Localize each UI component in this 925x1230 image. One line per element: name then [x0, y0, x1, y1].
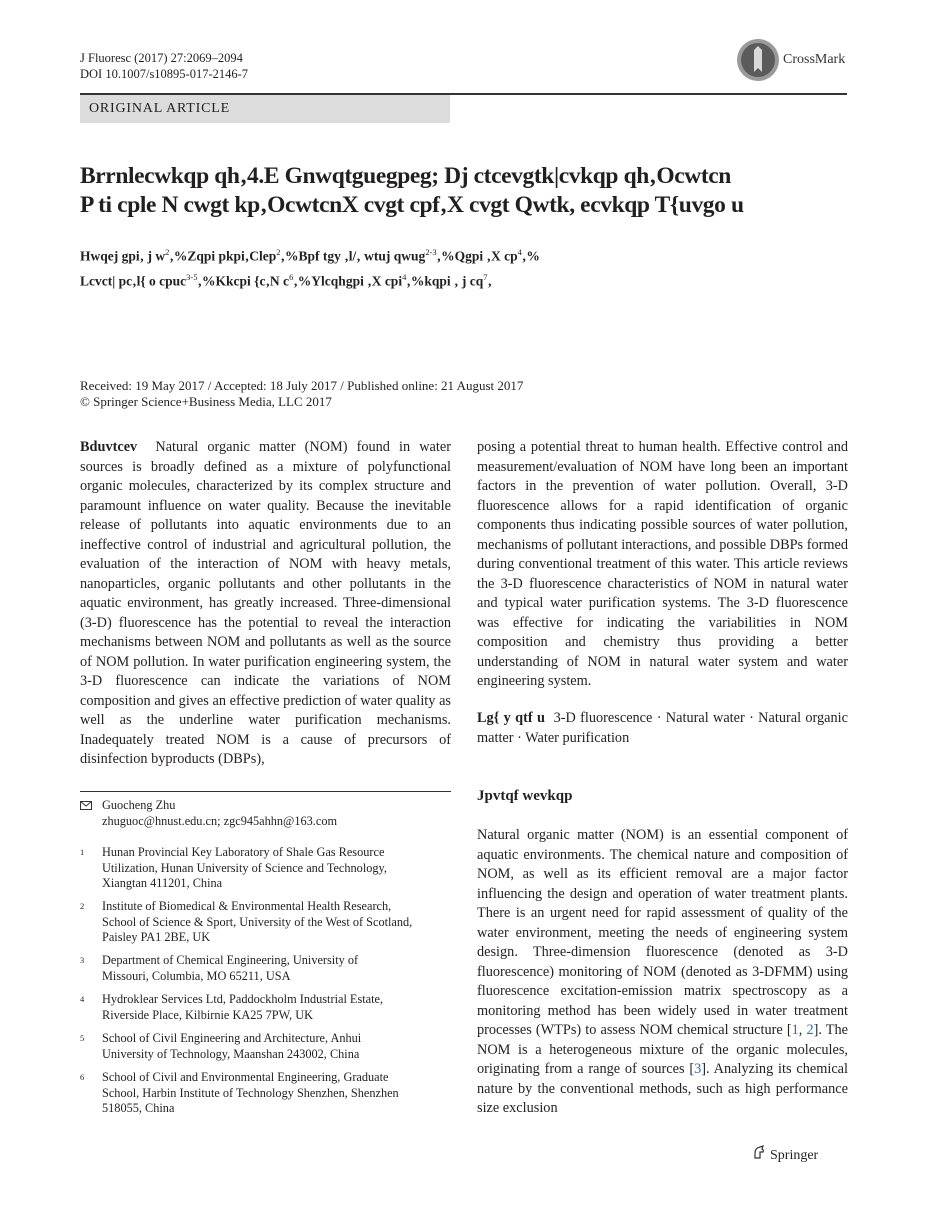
- publication-dates: [80, 378, 847, 410]
- affiliation-marker: 3-5: [186, 271, 198, 282]
- author-text[interactable]: Lcvct| pc‚l{ o cpuc: [80, 273, 187, 288]
- journal-reference: [80, 50, 248, 82]
- affiliation-number: 3: [80, 955, 85, 965]
- affiliation-number: 2: [80, 901, 85, 911]
- author-text: ‚: [487, 273, 492, 288]
- affiliation-marker: 2-3: [425, 247, 437, 257]
- author-text[interactable]: ‚%Kkcpi {c‚N c: [197, 273, 290, 288]
- citation-link-2[interactable]: 2: [806, 1022, 814, 1038]
- copyright: © Springer Science+Business Media, LLC 2017: [80, 394, 332, 409]
- affiliation-number: 1: [80, 847, 85, 857]
- author-text[interactable]: ‚%Zqpi pkpi‚Clep: [169, 248, 277, 264]
- affiliation-marker: 6: [289, 271, 294, 282]
- title-line-1: Brrnlecwkqp qh‚4.E Gnwqtguegpeg; Dj ctcevgtk|cvkqp qh‚Ocwtcn: [80, 163, 731, 189]
- introduction-text: [477, 826, 848, 1119]
- affiliation-text: Hydroklear Services Ltd, Paddockholm Industrial Estate, Riverside Place, Kilbirnie KA25 7PW, UK: [102, 992, 384, 1022]
- author-text[interactable]: ‚%kqpi ‚ j cq: [406, 273, 484, 288]
- publisher-name: Springer: [770, 1148, 819, 1163]
- affiliation-number: 4: [80, 994, 85, 1004]
- crossmark-label: CrossMark: [783, 52, 846, 67]
- received-accepted-published: Received: 19 May 2017 / Accepted: 18 July 2017 / Published online: 21 August 2017: [80, 378, 524, 393]
- abstract-label: Bduvtcev: [80, 439, 138, 455]
- author-line-1: [80, 242, 780, 267]
- crossmark-badge[interactable]: [736, 38, 851, 82]
- affiliation-text: School of Civil and Environmental Engineering, Graduate School, Harbin Institute of Technology Shenzhen, Shenzhen 518055, China: [102, 1070, 399, 1115]
- crossmark-icon: [736, 38, 780, 82]
- affiliation-text: Department of Chemical Engineering, University of Missouri, Columbia, MO 65211, USA: [102, 953, 359, 983]
- author-line-2: [80, 267, 780, 292]
- affiliation-marker: 4: [517, 247, 522, 257]
- abstract-right: posing a potential threat to human health. Effective control and measurement/evaluation of NOM have long been an important factors in the prevention of water pollution. Overall, 3-D fluorescence allows for a rapid identification of organic components thus indicating possible sources of water pollution, mechanisms of pollutant interactions, and possible DBPs formed during conventional treatment of this water. This article reviews the 3-D fluorescence characteristics of NOM in natural water and typical water purification systems. The 3-D fluorescence was effective for indicating the variabilities in NOM composition and chemistry thus providing a better understanding of NOM in natural water system and water engineering system.: [477, 439, 848, 689]
- keywords-label: Lg{ y qtf u: [477, 710, 545, 726]
- citation-link-3[interactable]: 3: [694, 1061, 702, 1077]
- springer-horse-icon: [752, 1145, 766, 1159]
- keywords-text: 3-D fluorescence · Natural water · Natural organic matter · Water purification: [477, 710, 848, 746]
- article-type-banner: ORIGINAL ARTICLE: [80, 95, 450, 123]
- affiliation-text: School of Civil Engineering and Architecture, Anhui University of Technology, Maanshan 243002, China: [102, 1031, 362, 1061]
- author-text[interactable]: ‚%Bpf tgy ‚l/‚ wtuj qwug: [280, 248, 426, 264]
- author-text[interactable]: ‚%Qgpi ‚X cp: [436, 248, 518, 264]
- intro-text-1: Natural organic matter (NOM) is an essential component of aquatic environments. The chemical nature and composition of NOM, as well as its efficient removal are a major factor influencing the design and operation of water treatment plants. There is an urgent need for rapid assessment of quality of the water environment, meeting the needs of engineering system design. Three-dimension fluorescence (denoted as 3-D fluorescence) monitoring of NOM (denoted as 3-DFMM) using fluorescence excitation-emission matrix spectroscopy as a monitoring method has been widely used in water treatment processes (WTPs) to assess NOM chemical structure [: [477, 827, 848, 1038]
- abstract-text-left: Natural organic matter (NOM) found in water sources is broadly defined as a mixture of polyfunctional organic molecules, characterized by its complex structure and paramount influence on water quality. Because the inevitable release of pollutants into aquatic environments due to an ineffective control of industrial and agricultural pollution, the evaluation of the interaction of NOM with heavy metals, nanoparticles, organic pollutants and other pollutants in the aquatic environment, has greatly increased. Three-dimensional (3-D) fluorescence has the potential to reveal the interaction mechanisms between NOM and pollutants as well as the source of NOM pollution. In water purification engineering system, the 3-D fluorescence can indicate the variations of NOM composition and gives an effective prediction of water quality as well as the underline water purification mechanisms. Inadequately treated NOM is a cause of precursors of disinfection byproducts (DBPs),: [80, 439, 451, 767]
- citation-link-1[interactable]: 1: [791, 1022, 799, 1038]
- title-line-2: P ti cple N cwgt kp‚OcwtcnX cvgt cpf‚X cvgt Qwtk, ecvkqp T{uvgo u: [80, 192, 744, 218]
- section-heading-introduction: Jpvtqf wevkqp: [477, 788, 573, 804]
- author-text[interactable]: Hwqej gpi‚ j w: [80, 248, 166, 264]
- intro-text-3: ]. Analyzing its chemical nature by the conventional methods, such as high performance size exclusion: [477, 1061, 848, 1116]
- intro-text-2: ]. The NOM is a heterogeneous mixture of the organic molecules, originating from a range of sources [: [477, 1022, 849, 1077]
- affiliation-text: Institute of Biomedical & Environmental Health Research, School of Science & Sport, University of the West of Scotland, Paisley PA1 2BE, UK: [102, 899, 413, 944]
- abstract-left: [80, 438, 451, 770]
- affiliation-marker: 2: [276, 247, 281, 257]
- citation-separator: ,: [798, 1022, 807, 1038]
- corresponding-name: Guocheng Zhu: [102, 798, 176, 812]
- corresponding-email[interactable]: zhuguoc@hnust.edu.cn; zgc945ahhn@163.com: [102, 814, 338, 828]
- author-text: ‚%: [521, 248, 540, 264]
- publisher-logo: [752, 1145, 818, 1164]
- affiliation-marker: 2: [165, 247, 170, 257]
- footnote-divider: [80, 791, 451, 792]
- affiliation-number: 6: [80, 1072, 85, 1082]
- envelope-icon: [80, 801, 92, 810]
- journal-citation: J Fluoresc (2017) 27:2069–2094: [80, 51, 243, 65]
- affiliation-number: 5: [80, 1033, 85, 1043]
- doi[interactable]: DOI 10.1007/s10895-017-2146-7: [80, 67, 249, 81]
- author-text[interactable]: ‚%Ylcqhgpi ‚X cpi: [293, 273, 403, 288]
- article-title: [80, 162, 860, 220]
- keywords: [477, 709, 848, 748]
- affiliation-marker: 7: [483, 271, 488, 282]
- affiliation-marker: 4: [402, 271, 407, 282]
- affiliation-text: Hunan Provincial Key Laboratory of Shale Gas Resource Utilization, Hunan University of Science and Technology, Xiangtan 411201, China: [102, 845, 387, 890]
- author-list: [80, 242, 780, 291]
